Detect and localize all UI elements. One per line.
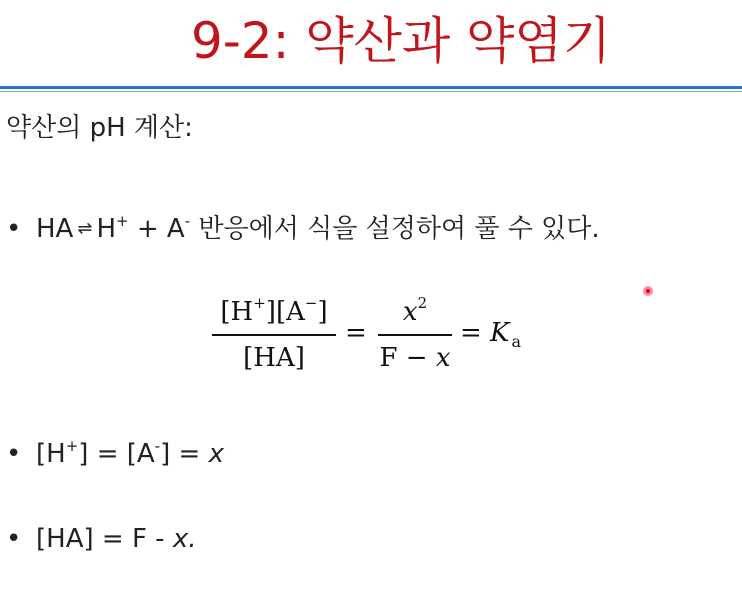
section-heading: 약산의 pH 계산: (6, 113, 193, 143)
bullet-dot: • (6, 524, 22, 554)
concentration-fraction (212, 284, 336, 377)
den-part-a: F − (379, 343, 436, 373)
fraction1-bar (212, 334, 336, 336)
ka-symbol (490, 314, 521, 361)
fraction1-denominator: [HA] (243, 343, 305, 373)
k-letter: K (490, 318, 510, 348)
product1-charge: + (116, 212, 129, 230)
num-part-a: [H (220, 297, 254, 327)
reaction-description: 반응에서 식을 설정하여 풀 수 있다. (198, 214, 600, 244)
bullet-dot: • (6, 439, 22, 469)
bullet-reaction (6, 201, 600, 249)
b2-part-c: ] = (160, 439, 209, 469)
num-sup-b: − (304, 294, 318, 312)
b3-var: x. (172, 524, 197, 554)
b2-var: x (208, 439, 224, 469)
num-part-c: ] (317, 297, 328, 327)
equals-sign: = (345, 318, 367, 348)
den-var: x (435, 343, 451, 373)
slide-title: 9-2: 약산과 약염기 (190, 12, 612, 70)
num-var: x (402, 297, 418, 327)
product1-text: H (96, 214, 116, 244)
pointer-cursor-icon (643, 286, 653, 296)
b2-part-a: [H (36, 439, 66, 469)
plus-sign: + (136, 214, 159, 244)
b2-sup-b: - (154, 437, 161, 455)
bullet-concentration-equality (6, 426, 224, 474)
reactant-text: HA (36, 214, 74, 244)
b2-part-b: ] = [A (78, 439, 155, 469)
title-divider (0, 86, 742, 89)
x-fraction (378, 284, 452, 377)
fraction2-numerator (378, 284, 452, 331)
b2-sup-a: + (65, 437, 79, 455)
product2-text: A (166, 214, 185, 244)
equilibrium-arrow-icon: ⇌ (77, 218, 93, 239)
fraction2-bar (378, 334, 452, 336)
num-exponent: 2 (417, 294, 428, 312)
bullet-dot: • (6, 214, 22, 244)
b3-part-a: [HA] = F - (36, 524, 173, 554)
fraction1-numerator (212, 284, 336, 331)
title-divider-thin (0, 91, 742, 92)
bullet-ha-concentration (6, 519, 196, 559)
k-subscript: a (511, 332, 521, 351)
num-part-b: ][A (265, 297, 305, 327)
equals-sign: = (460, 318, 482, 348)
fraction2-denominator (378, 339, 452, 377)
product2-charge: - (184, 212, 191, 230)
num-sup-a: + (253, 294, 266, 312)
